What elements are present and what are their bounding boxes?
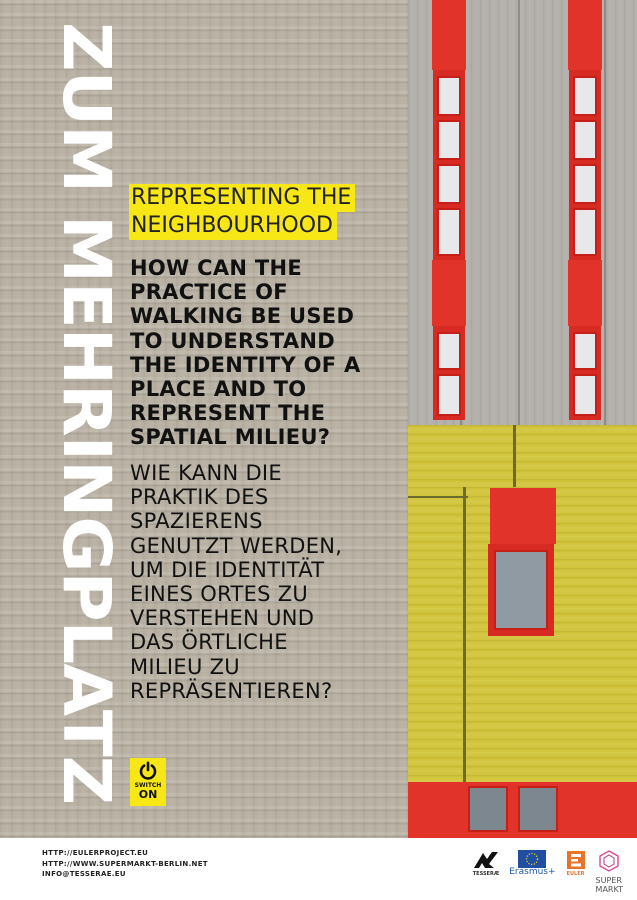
question-de-line: SPAZIERENS	[130, 509, 263, 534]
question-en-line: HOW CAN THE	[130, 256, 302, 280]
vertical-title: ZUM MEHRINGPLATZ	[48, 22, 125, 805]
question-de-line: WIE KANN DIE	[130, 461, 282, 485]
footer	[0, 838, 637, 900]
question-de-line: GENUTZT WERDEN,	[130, 533, 343, 558]
question-en-line: REPRESENT THE	[130, 401, 326, 426]
question-en-line: PRACTICE OF	[130, 280, 288, 305]
link-supermarkt[interactable]: HTTP://WWW.SUPERMARKT-BERLIN.NET	[42, 859, 208, 868]
switch-on-logo	[130, 758, 166, 806]
euler-logo	[566, 850, 586, 879]
link-eulerproject[interactable]: HTTP://EULERPROJECT.EU	[42, 849, 149, 857]
topic-tag	[129, 184, 355, 240]
question-english	[130, 256, 400, 450]
footer-links	[42, 848, 208, 880]
partner-logos	[472, 850, 623, 894]
euler-icon	[566, 850, 586, 870]
tesserae-label: TESSERÆ	[472, 871, 500, 877]
question-de-line: REPRÄSENTIEREN?	[130, 678, 333, 703]
question-de-line: DAS ÖRTLICHE	[130, 630, 288, 655]
question-de-line: EINES ORTES ZU	[130, 582, 309, 607]
building-photo	[408, 0, 637, 838]
question-de-line: PRAKTIK DES	[130, 485, 269, 510]
tesserae-logo	[473, 850, 500, 879]
power-icon	[138, 761, 158, 781]
question-en-line: PLACE AND TO	[130, 377, 307, 402]
question-en-line: WALKING BE USED	[130, 304, 355, 329]
question-en-line: THE IDENTITY OF A	[130, 352, 361, 377]
supermarkt-label-2: MARKT	[595, 885, 623, 894]
supermarkt-logo	[596, 850, 623, 894]
erasmus-logo	[509, 850, 555, 877]
red-band	[432, 0, 466, 70]
switch-label: SWITCH	[134, 782, 162, 789]
question-de-line: MILIEU ZU	[130, 654, 240, 679]
question-de-line: UM DIE IDENTITÄT	[130, 557, 325, 582]
question-en-line: TO UNDERSTAND	[130, 328, 336, 353]
supermarkt-icon	[598, 850, 620, 872]
erasmus-label: Erasmus+	[509, 867, 556, 877]
euler-label: EULER	[566, 871, 585, 877]
question-de-line: VERSTEHEN UND	[130, 606, 315, 631]
email-link[interactable]: INFO@TESSERAE.EU	[42, 870, 126, 878]
tesserae-icon	[473, 850, 499, 870]
topic-tag-line-2: NEIGHBOURHOOD	[129, 212, 337, 240]
question-german	[130, 461, 400, 703]
yellow-block-top	[408, 425, 637, 487]
supermarkt-label-1: SUPER	[595, 876, 622, 885]
eu-flag-icon	[518, 850, 546, 868]
topic-tag-line-1: REPRESENTING THE	[129, 184, 355, 212]
question-en-line: SPATIAL MILIEU?	[130, 425, 331, 450]
on-label: ON	[138, 788, 158, 801]
